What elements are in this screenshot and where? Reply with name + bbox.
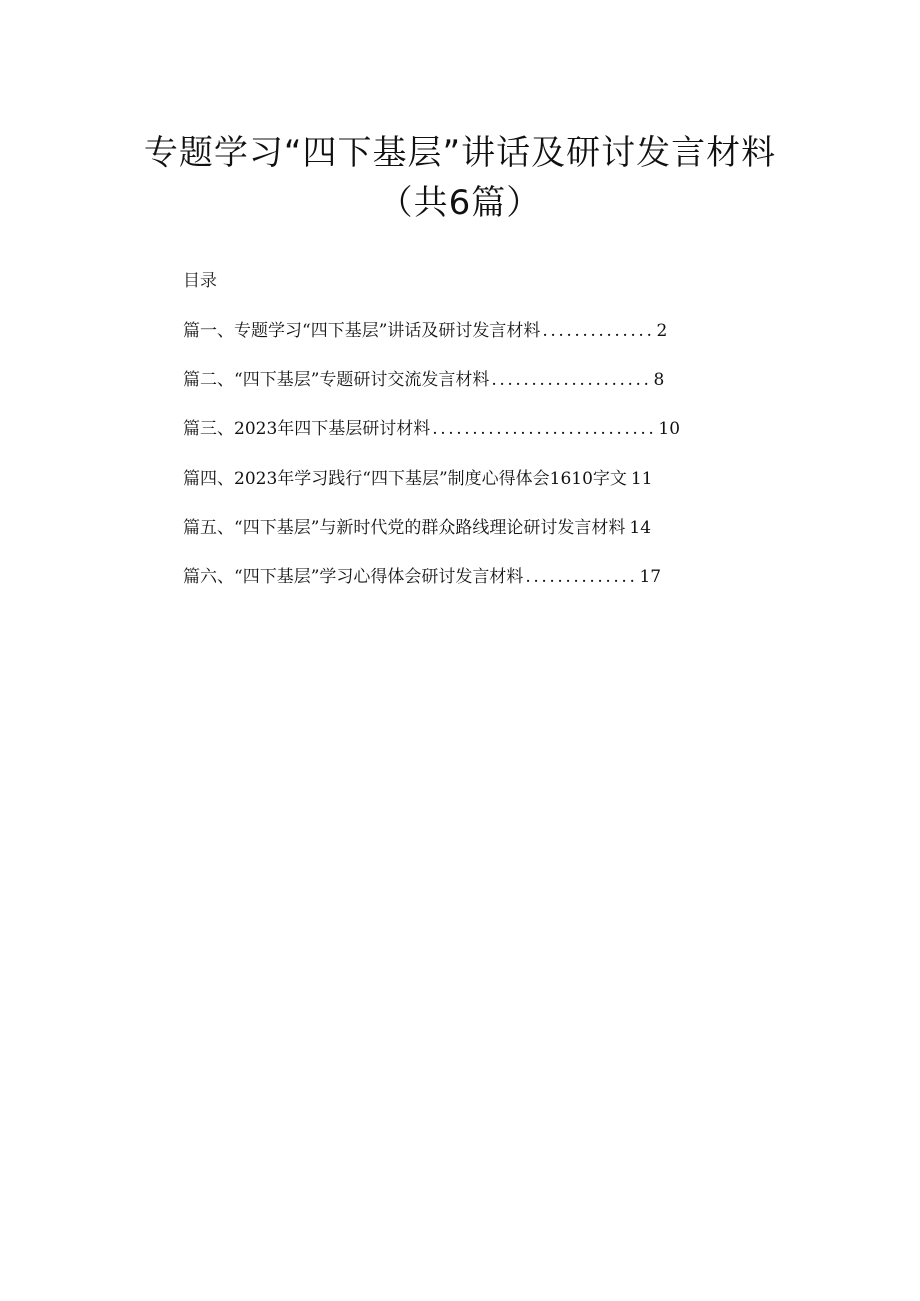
toc-entry-page: 8 xyxy=(653,370,665,391)
toc-entry-page: 17 xyxy=(639,566,662,587)
toc-entry-4[interactable] xyxy=(183,466,783,515)
title-line-1: 专题学习“四下基层”讲话及研讨发言材料 xyxy=(143,133,777,173)
toc-entry-title: 篇六、“四下基层”学习心得体会研讨发言材料 xyxy=(183,566,524,587)
toc-entry-title: 篇一、专题学习“四下基层”讲话及研讨发言材料 xyxy=(183,321,541,341)
toc-entry-1[interactable] xyxy=(183,318,783,367)
toc-entry-page: 11 xyxy=(630,468,653,489)
toc-heading: 目录 xyxy=(183,271,217,291)
toc-entry-page: 14 xyxy=(629,517,652,538)
toc-entry-leader: .............. xyxy=(525,566,638,587)
toc-entry-3[interactable] xyxy=(183,416,783,465)
toc-entry-title: 篇三、2023年四下基层研讨材料 xyxy=(183,419,431,440)
toc-entry-title: 篇四、2023年学习践行“四下基层”制度心得体会1610字文 xyxy=(183,468,627,489)
toc-entry-title: 篇五、“四下基层”与新时代党的群众路线理论研讨发言材料 xyxy=(183,517,626,538)
table-of-contents xyxy=(183,318,783,613)
toc-entry-leader: .................... xyxy=(491,370,652,391)
title-line-2: （共6篇） xyxy=(378,183,542,223)
toc-entry-title: 篇二、“四下基层”专题研讨交流发言材料 xyxy=(183,370,490,391)
toc-entry-leader: .............. xyxy=(542,321,655,341)
toc-entry-5[interactable] xyxy=(183,515,783,564)
toc-entry-2[interactable] xyxy=(183,367,783,416)
toc-entry-leader: ............................ xyxy=(432,419,657,440)
toc-entry-page: 10 xyxy=(658,419,681,440)
toc-entry-page: 2 xyxy=(656,321,668,341)
toc-entry-6[interactable] xyxy=(183,564,783,613)
document-title xyxy=(0,128,920,228)
